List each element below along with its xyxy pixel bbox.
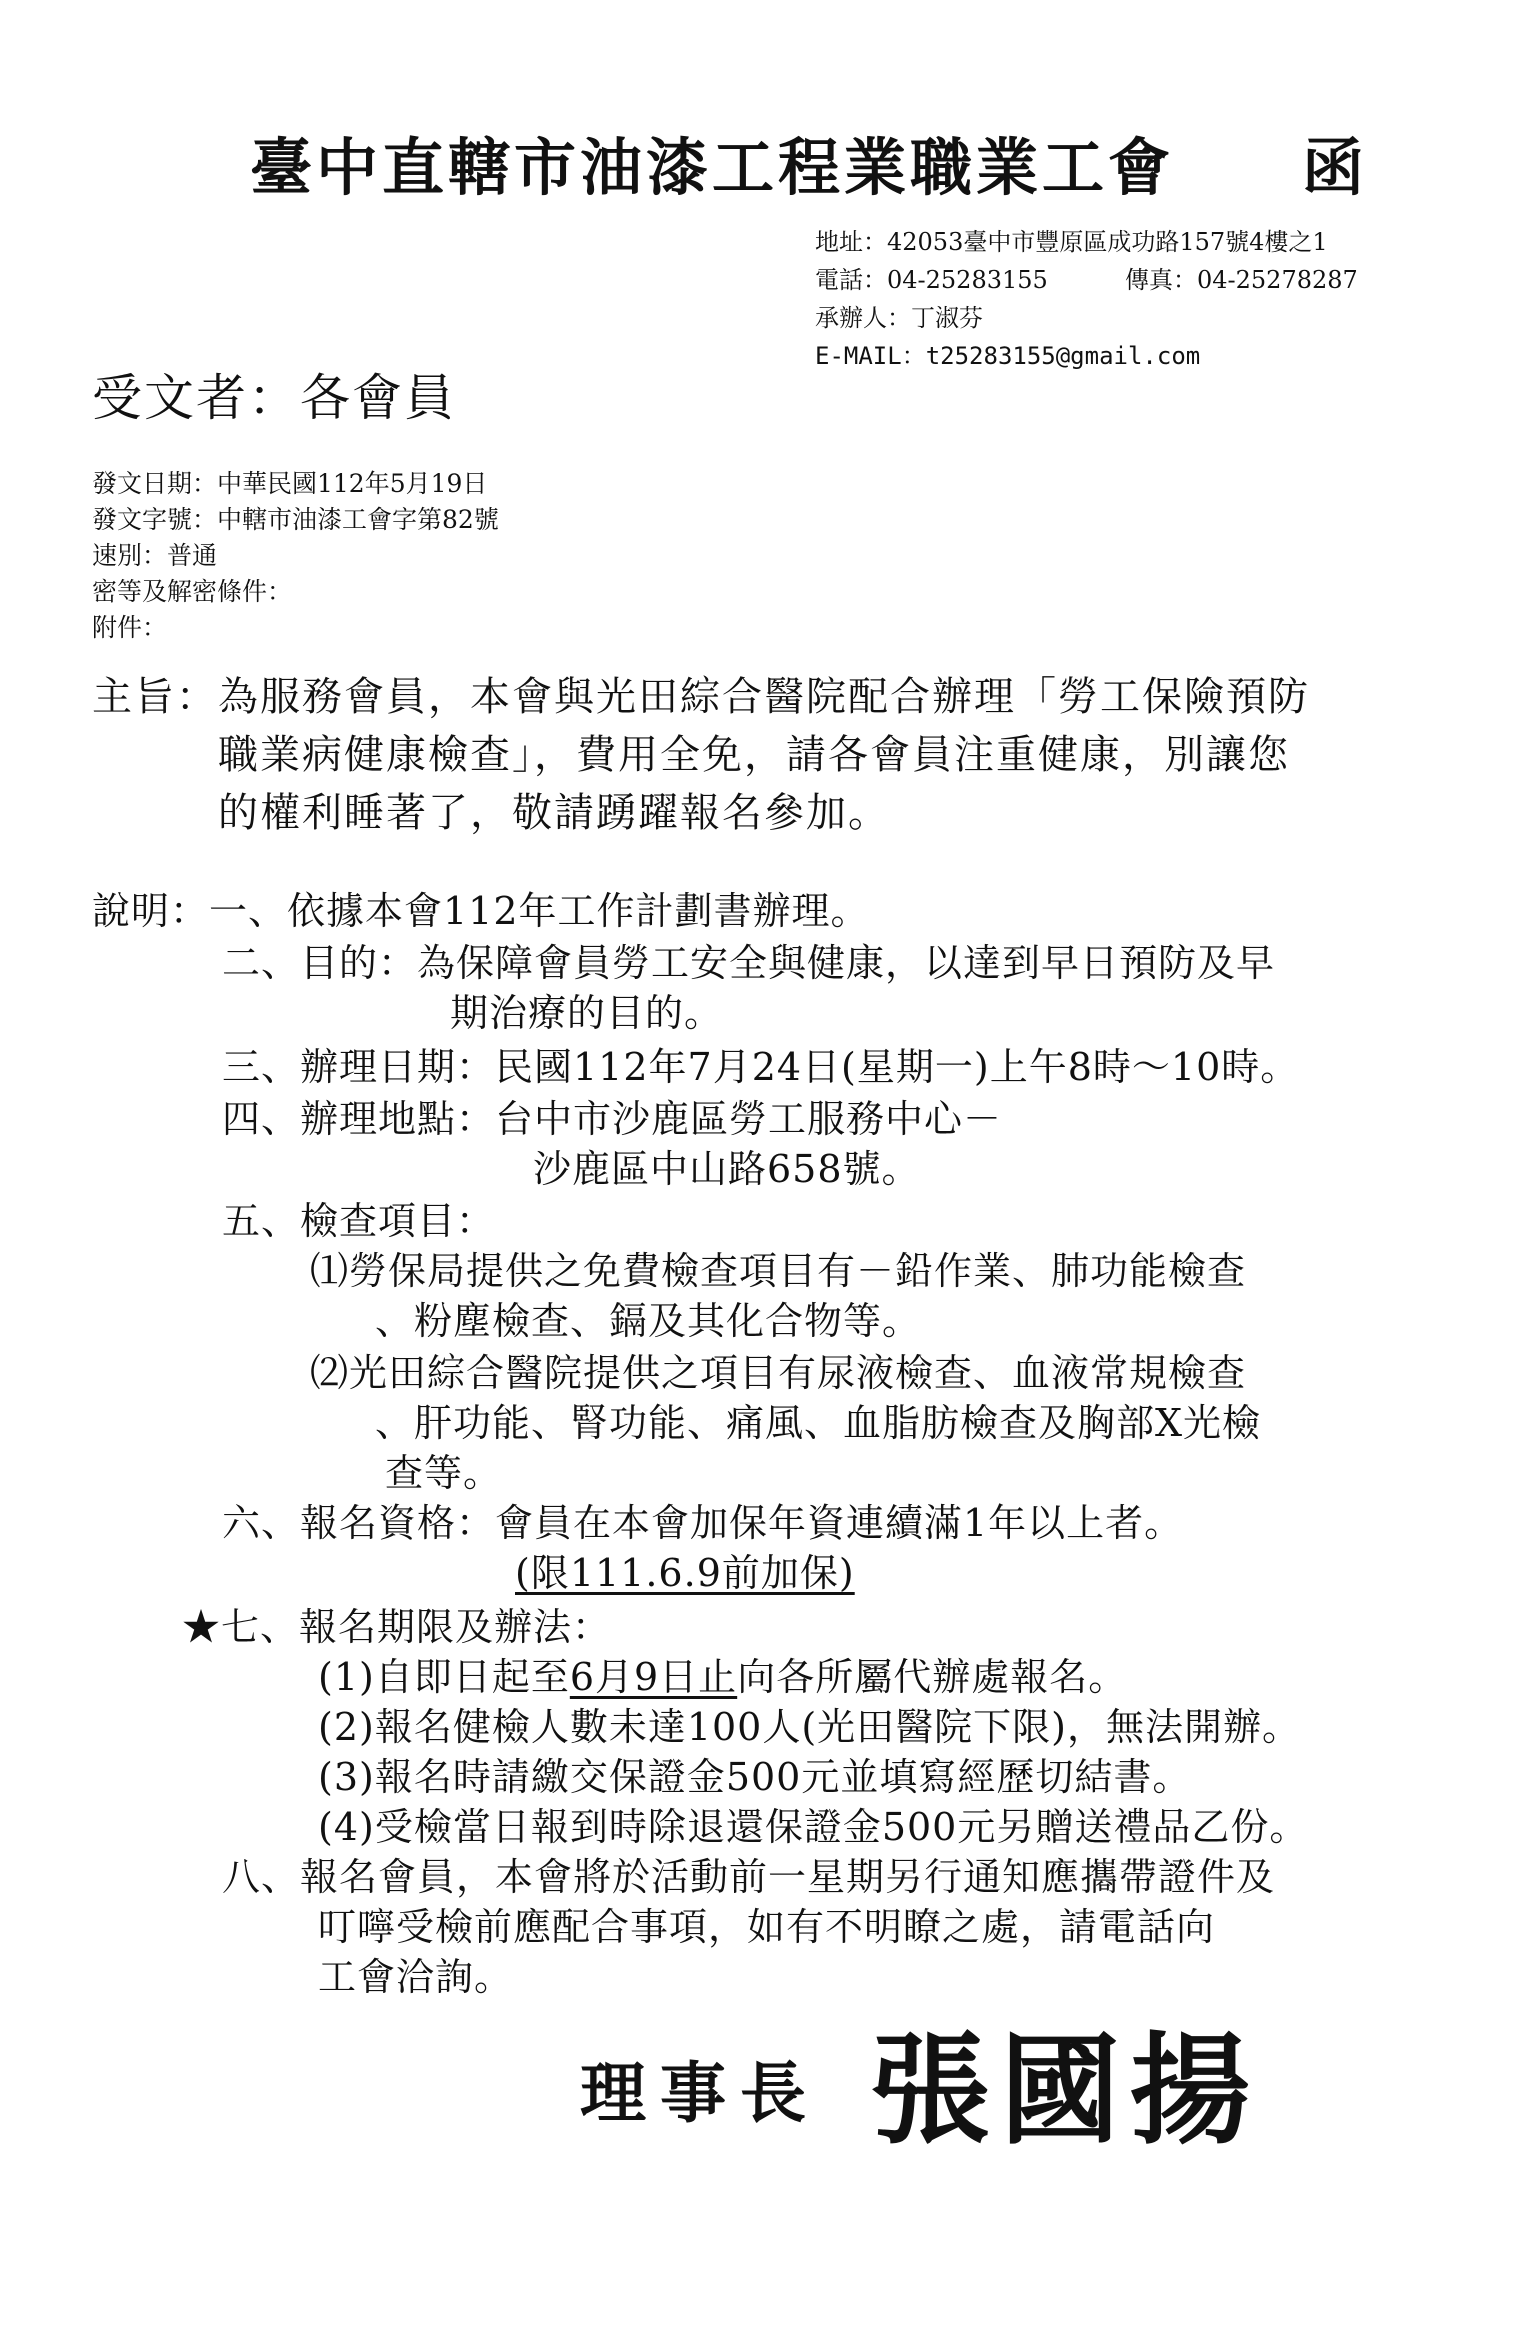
contact-phone: 電話：04-25283155 — [815, 266, 1048, 294]
speed: 速別：普通 — [92, 541, 218, 570]
contact-handler: 承辦人：丁淑芬 — [815, 304, 983, 332]
explanation-line: 查等。 — [385, 1451, 503, 1495]
deadline-date: 6月9日止 — [569, 1655, 738, 1699]
document-title — [250, 118, 1368, 207]
org-name: 臺中直轄市油漆工程業職業工會 — [250, 131, 1175, 204]
subject — [92, 668, 1310, 842]
contact-address: 地址：42053臺中市豐原區成功路157號4樓之1 — [815, 228, 1328, 256]
explanation-line: 、肝功能、腎功能、痛風、血脂肪檢查及胸部X光檢 — [375, 1401, 1262, 1445]
attachment: 附件： — [92, 613, 168, 642]
explanation-line: 五、檢查項目： — [222, 1199, 496, 1243]
explanation-line: 工會洽詢。 — [318, 1955, 514, 1999]
explanation-line: 六、報名資格：會員在本會加保年資連續滿1年以上者。 — [222, 1501, 1184, 1545]
signature-name: 張國揚 — [870, 2020, 1260, 2161]
explanation-line: ⑵光田綜合醫院提供之項目有尿液檢查、血液常規檢查 — [310, 1351, 1247, 1395]
doc-type: 函 — [1302, 131, 1369, 204]
explanation-line: 八、報名會員，本會將於活動前一星期另行通知應攜帶證件及 — [222, 1855, 1276, 1899]
explanation-line: 期治療的目的。 — [450, 991, 724, 1035]
explanation-line — [318, 1646, 1127, 1701]
deadline-prefix: (1)自即日起至 — [318, 1655, 570, 1699]
explanation-line: 四、辦理地點：台中市沙鹿區勞工服務中心－ — [222, 1097, 1003, 1141]
recipient: 受文者：各會員 — [92, 369, 456, 427]
subject-line: 的權利睡著了，敬請踴躍報名參加。 — [218, 790, 890, 836]
issue-date: 發文日期：中華民國112年5月19日 — [92, 469, 488, 498]
explanation-line: (限111.6.9前加保) — [515, 1551, 855, 1595]
explanation-line: (2)報名健檢人數未達100人(光田醫院下限)，無法開辦。 — [318, 1705, 1302, 1749]
contact-fax: 傳真：04-25278287 — [1125, 266, 1358, 294]
deadline-suffix: 向各所屬代辦處報名。 — [737, 1655, 1128, 1699]
explanation-line: ★七、報名期限及辦法： — [182, 1605, 612, 1649]
issue-number: 發文字號：中轄市油漆工會字第82號 — [92, 505, 499, 534]
explanation-line: 、粉塵檢查、鎘及其化合物等。 — [375, 1299, 922, 1343]
explanation-line: 三、辦理日期：民國112年7月24日(星期一)上午8時～10時。 — [222, 1045, 1300, 1089]
explanation-line: (3)報名時請繳交保證金500元並填寫經歷切結書。 — [318, 1755, 1192, 1799]
signature-role: 理事長 — [580, 2054, 820, 2132]
secrecy: 密等及解密條件： — [92, 577, 293, 606]
subject-line: 主旨：為服務會員，本會與光田綜合醫院配合辦理「勞工保險預防 — [92, 674, 1310, 720]
explanation-line: 說明：一、依據本會112年工作計劃書辦理。 — [92, 889, 870, 933]
explanation-line: 沙鹿區中山路658號。 — [533, 1147, 921, 1191]
explanation-line: ⑴勞保局提供之免費檢查項目有－鉛作業、肺功能檢查 — [310, 1249, 1247, 1293]
explanation-line: (4)受檢當日報到時除退還保證金500元另贈送禮品乙份。 — [318, 1805, 1309, 1849]
explanation-line: 二、目的：為保障會員勞工安全與健康，以達到早日預防及早 — [222, 941, 1276, 985]
subject-line: 職業病健康檢查」，費用全免，請各會員注重健康，別讓您 — [218, 732, 1290, 778]
explanation-line: 叮嚀受檢前應配合事項，如有不明瞭之處，請電話向 — [318, 1905, 1216, 1949]
contact-email: E-MAIL：t25283155@gmail.com — [815, 342, 1201, 370]
